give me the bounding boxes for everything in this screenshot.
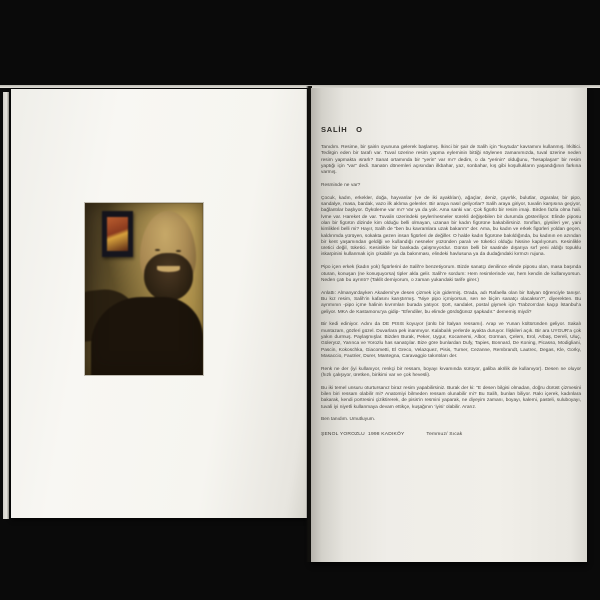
body-paragraph: Bu iki temel unsuru oturtursanız biraz resim yapabilirsiniz. Burak der ki: “E desen bilgisi olmadan, doğru dürüst çizmesini bilen biri ressam olabilir mi? Anatomiyi bilmeden ressam olunabilir mi? Bu Salih, bunları biliyor. Rakı içerek, kadınlara bakarak, kendi portresini çiziktirerek, de pisis’in resmini yaparak, ne diyeyim zamanı, boyayı, kalemi, pasteli, suluboyayı, tuvali iyi niyetli kullanmaya devam ettikçe, kuşağının ‘iyisi’ olabilir. Ararız. — [321, 385, 581, 410]
photo-vignette — [85, 203, 203, 375]
underlying-page-edge — [3, 92, 9, 519]
body-paragraph: Resminde ne var? — [321, 182, 361, 188]
body-paragraph: Pipo içen erkek (kadın yok) figürlerini de Salih’e benzetiyorum. Bizde sanatçı denilince elinde piposu olan, masa başında oturan, konuşan (ne konuşuyorsa) tipler akla gelir. Salih’e sordum: Hem resimlerinde var, hem kendin de kullanıyorsun. Neden çatı bu ayrıntı? (Taklit demiyorum, o zaman yukarıdaki tarife girer.) — [321, 265, 581, 283]
body-paragraph: Tanıdım. Resime, bir şairin oyununa gelerek başlamış. İkinci bir şair de Salih için “kuytuda” kavramını kullanmış. İrkiltici. Tedirgin eden bir tarafı var. Tuval üzerine resim yapma eyleminin bittiği söylenen zamanımızda, tuval üzerine neden resim yapmakta ısrarlı? Sanat ortamında bir “yerin” var mı? dedim, o da “yerinin” olduğunu, “hesaplaşan” bir resim yaptığı için “var” dedi. Sanatın dönemleri açısından ilkbahar, yaz, sonbahar, kış gibi koşullukların yaşandığının farkına varmış. — [321, 145, 581, 176]
portrait-photo — [85, 203, 203, 375]
article — [321, 125, 581, 437]
signature-row — [321, 432, 581, 437]
signature-date: Temmuz/ Sıcak — [426, 431, 463, 437]
body-paragraph: Anlattı: Almanya’dayken Akademi’ye desen çizmek için gidermiş. Orada, adı Rafaella olan bir İtalyan öğrenciyle tanışır. Bu kız resim, Salih’in kafasını karıştırmış. “Niye pipo içmiyorsun, sen ne biçim sanatçı olacaksın?”, diyerekten. Bu ayrımının -pipo içme halinin kıvrımları burada yatıyor. Şort, sandalet, postal giymek için Trabzon’dan kaçıp İstanbul’a geliyor. MKA de Kastamonu’ya gidip- “Efendiler, bu elimde gördüğünüz şapkadır.” dememiş miydi? — [321, 290, 581, 315]
article-title: SALİH O — [321, 125, 363, 134]
body-paragraph: Renk ne der (iyi kullanıyor, renkçi bir ressam, boyayı kıvamında sürüyor, galiba akrilik de kullanıyor). Desen ne oluyor (hızlı çalışıyor, üretken, birikimi var ve çok hevesli). — [321, 366, 581, 378]
closing-line: Ben tanıdım. Umutluyum. — [321, 417, 376, 423]
body-paragraph: Bir kedi ediniyor. Adını da DE PISIS koyuyor (ünlü bir İtalyan ressamı). Arap ve Yunan kültüründen geliyor. Sakalı muntazam, gözleri güzel. Duvarlara pek inanmıyor. Kalabalık yerlerde ayakta duruyor. İlişkileri açık. Bir ara UYGUR’a çok yakın durmuş. Paylaşmışlar. Bizden Burak, Peker, Uygur, Kocamemi, Albor, Gürman, Çelem, Erol, Arbaş, Dereli, Uluç, Güleryüz, Yarınca ve Yorozlu has sanatçılar. Bize göre bunlardan Dufy, Tapies, Bonnard, De Koning, Picasso, Modigliani, Pascin, Kokoschka, Giacometti, El Greco, Velazquez, Pisis, Turner, Cezanne, Rembrandt, Lautrec, Degas, Kle, Gorky, Masaccio, Fautrier, Durer, Mantegna, Caravaggio takıntıları der. — [321, 322, 582, 359]
signature-name: ŞENOL YOROZLU 1998 KADIKÖY — [321, 431, 405, 437]
body-paragraph: Çocuk, kadın, erkekler, doğa, hayvanlar (ve de iki ayaklıları), ağaçlar, deniz, çayırlık, bulutlar, ızgaralar, bir pipo, sandalye, masa, bardak, vazo ilk aklıma gelenler. Bir araya nasıl geliyorlar? Salih araya giriyor, tuvalin karşısına geçiyor, bağlantılar başlıyor. Öyküleme var mı? Var ya da yok. Ama sanki var. Çok figürlü bir resim imajı. Birden fazla olma hali. İvme var. Hareket de var. Tuvalin üzerindeki şeyler/nesneler sürekli değişebilen bir durumda gösteriliyor. Elinde piposu olan bir figürün dizinde kim olduğu belli olmayan, uzanan bir kadın figürüne bakabilirsiniz. Sınıfları, giysileri yer, yani kimlikleri belli mi? Hayır, Salih de “ben bu kavramlara uzak bakarım” der. Ama, bu kadın ve erkek figürleri yoldan geçen, kaldırımda yürüyen, sokakta gezen insan figürleri de değiller. O halde kadın figürüne bakıldığında, bu kadının en azından bir kent yaşamından geldiği ve kullandığı nesneler yüzünden paralı ve tüketici olduğu hissine kapılıyorum. Kesinlikle üretici değil, tüketici. Kesinlikle bir bankada çalışmıyordur. Günün belli bir saatinde dışarıya sırf yeni aldığı topuklu iskarpinini kullanmak için çıkabilir ya da bakınması, elindeki havlusuna ya da dudağındaki kırmızı rujuna. — [321, 195, 581, 258]
